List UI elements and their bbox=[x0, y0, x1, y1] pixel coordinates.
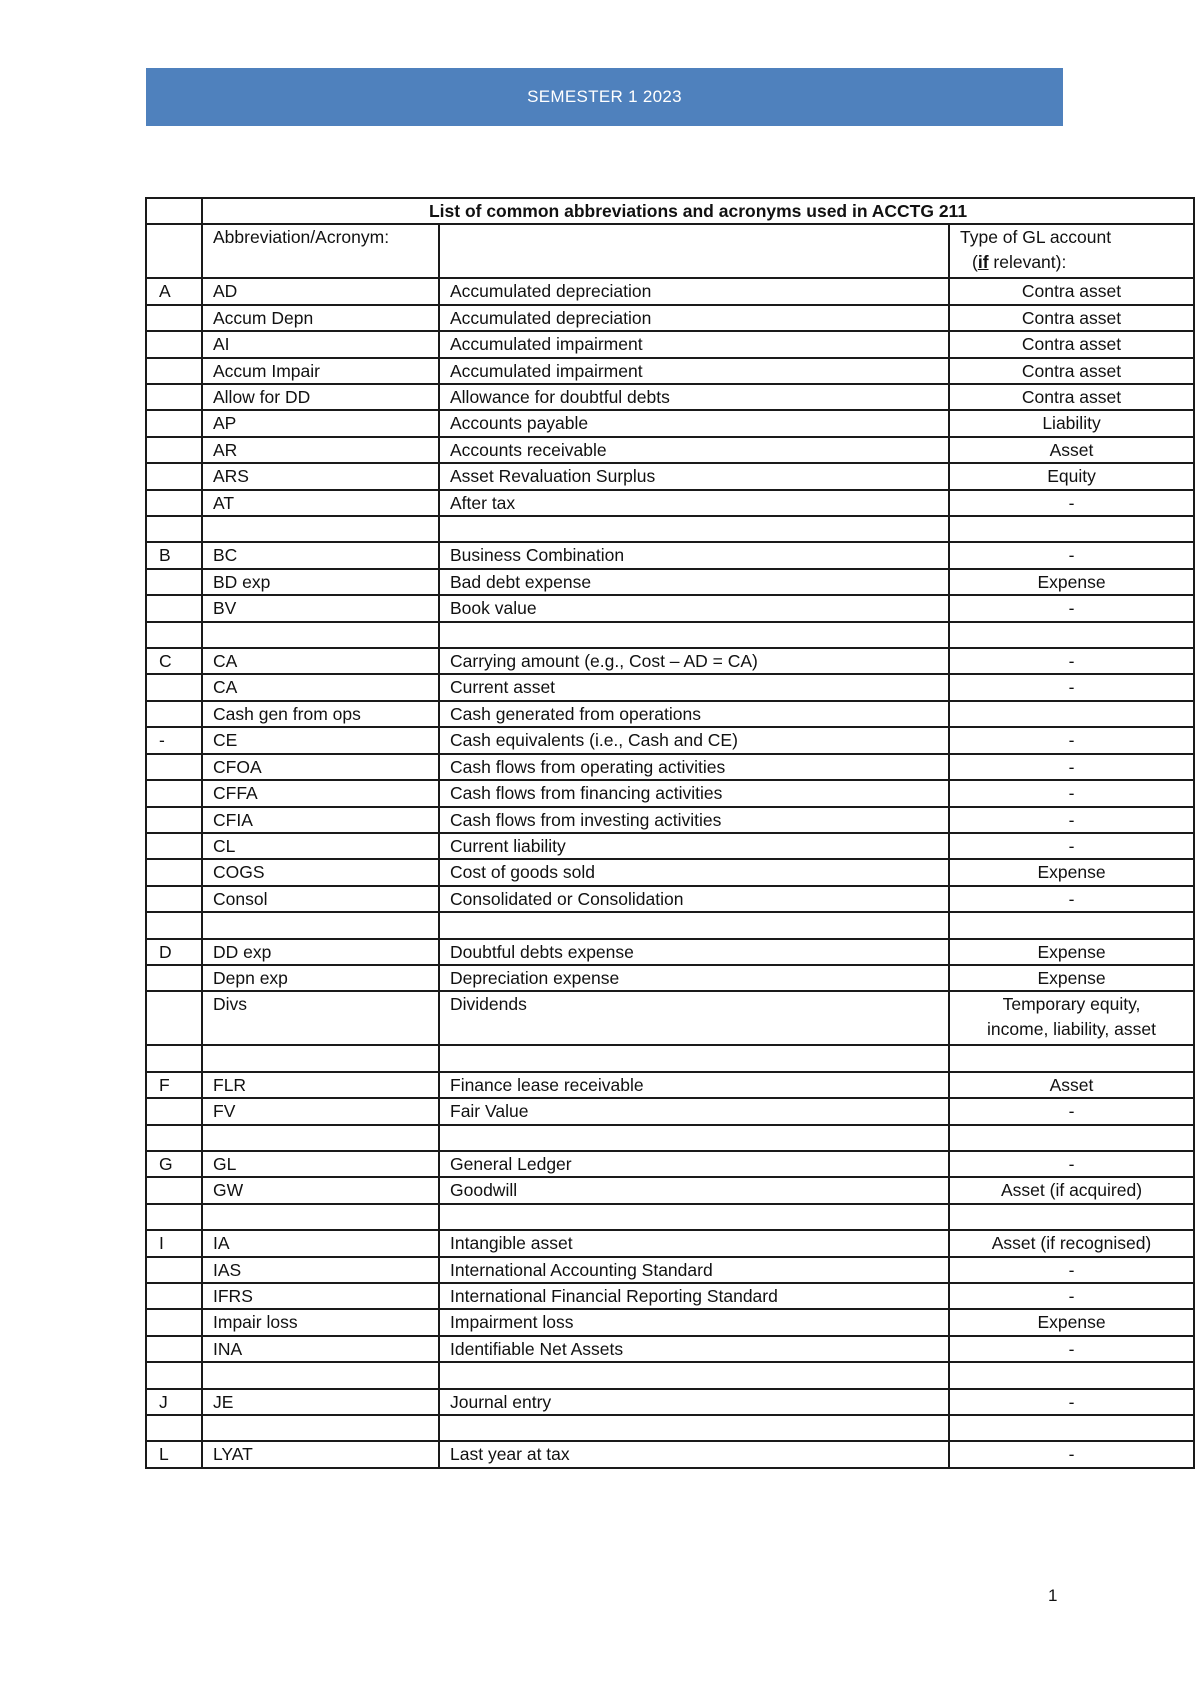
account-type-line1: Temporary equity, bbox=[1002, 994, 1141, 1015]
account-type-cell: Asset bbox=[949, 437, 1194, 463]
letter-cell bbox=[146, 780, 202, 806]
account-type-cell: Contra asset bbox=[949, 305, 1194, 331]
abbreviation-cell: CA bbox=[202, 674, 439, 700]
meaning-cell: Accounts payable bbox=[439, 410, 949, 436]
account-type-cell bbox=[949, 1362, 1194, 1388]
account-type-cell bbox=[949, 912, 1194, 938]
meaning-cell: Cash flows from investing activities bbox=[439, 807, 949, 833]
table-row bbox=[146, 1204, 1194, 1230]
abbreviation-cell: COGS bbox=[202, 859, 439, 885]
account-type-cell bbox=[949, 1045, 1194, 1071]
letter-cell bbox=[146, 1125, 202, 1151]
account-type-cell: Asset (if acquired) bbox=[949, 1177, 1194, 1203]
abbreviation-cell bbox=[202, 1362, 439, 1388]
letter-cell bbox=[146, 490, 202, 516]
abbreviation-cell: CA bbox=[202, 648, 439, 674]
table-row bbox=[146, 780, 1194, 806]
abbreviation-cell: CFOA bbox=[202, 754, 439, 780]
table-row bbox=[146, 1441, 1194, 1467]
abbreviation-cell: CL bbox=[202, 833, 439, 859]
letter-cell bbox=[146, 754, 202, 780]
table-row bbox=[146, 1389, 1194, 1415]
abbreviation-cell: BV bbox=[202, 595, 439, 621]
letter-cell: B bbox=[146, 542, 202, 568]
abbreviation-cell: AT bbox=[202, 490, 439, 516]
letter-cell bbox=[146, 1309, 202, 1335]
meaning-column-header bbox=[439, 224, 949, 278]
account-type-cell: - bbox=[949, 490, 1194, 516]
account-type-cell bbox=[949, 991, 1194, 1045]
table-row bbox=[146, 1045, 1194, 1071]
meaning-cell: Book value bbox=[439, 595, 949, 621]
meaning-cell: Carrying amount (e.g., Cost – AD = CA) bbox=[439, 648, 949, 674]
letter-cell bbox=[146, 859, 202, 885]
abbreviation-cell: IA bbox=[202, 1230, 439, 1256]
letter-cell bbox=[146, 595, 202, 621]
table-row bbox=[146, 1362, 1194, 1388]
letter-cell: I bbox=[146, 1230, 202, 1256]
table-row bbox=[146, 886, 1194, 912]
abbreviation-cell bbox=[202, 1045, 439, 1071]
table-row bbox=[146, 727, 1194, 753]
account-type-cell: - bbox=[949, 886, 1194, 912]
meaning-cell: International Accounting Standard bbox=[439, 1257, 949, 1283]
table-row bbox=[146, 305, 1194, 331]
letter-cell: A bbox=[146, 278, 202, 304]
letter-cell bbox=[146, 1177, 202, 1203]
table-row bbox=[146, 569, 1194, 595]
table-row bbox=[146, 1098, 1194, 1124]
letter-cell bbox=[146, 384, 202, 410]
account-type-cell: Expense bbox=[949, 965, 1194, 991]
letter-cell: J bbox=[146, 1389, 202, 1415]
meaning-cell bbox=[439, 1125, 949, 1151]
abbreviation-cell: GW bbox=[202, 1177, 439, 1203]
abbreviation-cell: Divs bbox=[202, 991, 439, 1045]
letter-cell bbox=[146, 886, 202, 912]
table-row bbox=[146, 622, 1194, 648]
abbreviation-cell: FV bbox=[202, 1098, 439, 1124]
table-row bbox=[146, 674, 1194, 700]
letter-cell: - bbox=[146, 727, 202, 753]
table-row bbox=[146, 965, 1194, 991]
table-row bbox=[146, 463, 1194, 489]
table-row bbox=[146, 490, 1194, 516]
account-type-cell: - bbox=[949, 1441, 1194, 1467]
letter-cell bbox=[146, 331, 202, 357]
table-row bbox=[146, 1125, 1194, 1151]
meaning-cell: International Financial Reporting Standard bbox=[439, 1283, 949, 1309]
type-header-line2: (if relevant): bbox=[972, 251, 1067, 272]
abbreviation-cell bbox=[202, 516, 439, 542]
abbreviation-cell: Accum Depn bbox=[202, 305, 439, 331]
letter-cell: C bbox=[146, 648, 202, 674]
abbreviation-cell: BC bbox=[202, 542, 439, 568]
meaning-cell: Accumulated impairment bbox=[439, 358, 949, 384]
account-type-cell bbox=[949, 516, 1194, 542]
account-type-cell: Expense bbox=[949, 859, 1194, 885]
letter-cell bbox=[146, 965, 202, 991]
meaning-cell: Cash flows from financing activities bbox=[439, 780, 949, 806]
abbreviation-cell: CE bbox=[202, 727, 439, 753]
meaning-cell: Cost of goods sold bbox=[439, 859, 949, 885]
account-type-cell: Expense bbox=[949, 939, 1194, 965]
abbreviation-cell bbox=[202, 1204, 439, 1230]
meaning-cell: Consolidated or Consolidation bbox=[439, 886, 949, 912]
meaning-cell: Dividends bbox=[439, 991, 949, 1045]
letter-cell bbox=[146, 1415, 202, 1441]
account-type-cell: - bbox=[949, 780, 1194, 806]
abbreviation-cell: CFIA bbox=[202, 807, 439, 833]
meaning-cell: Accumulated impairment bbox=[439, 331, 949, 357]
meaning-cell: Doubtful debts expense bbox=[439, 939, 949, 965]
abbreviation-cell: Accum Impair bbox=[202, 358, 439, 384]
account-type-cell: - bbox=[949, 648, 1194, 674]
letter-cell bbox=[146, 807, 202, 833]
table-row bbox=[146, 1177, 1194, 1203]
table-row bbox=[146, 358, 1194, 384]
semester-header-band: SEMESTER 1 2023 bbox=[146, 68, 1063, 126]
table-row bbox=[146, 1257, 1194, 1283]
type-column-header bbox=[949, 224, 1194, 278]
table-row bbox=[146, 1230, 1194, 1256]
account-type-cell: Equity bbox=[949, 463, 1194, 489]
title-letter-cell bbox=[146, 198, 202, 224]
letter-cell bbox=[146, 674, 202, 700]
account-type-cell bbox=[949, 701, 1194, 727]
table-row bbox=[146, 701, 1194, 727]
meaning-cell: Finance lease receivable bbox=[439, 1072, 949, 1098]
meaning-cell: Accumulated depreciation bbox=[439, 305, 949, 331]
account-type-cell: - bbox=[949, 754, 1194, 780]
account-type-cell: - bbox=[949, 595, 1194, 621]
abbreviation-cell: AD bbox=[202, 278, 439, 304]
abbreviation-cell: IAS bbox=[202, 1257, 439, 1283]
meaning-cell bbox=[439, 516, 949, 542]
account-type-line2: income, liability, asset bbox=[987, 1018, 1156, 1039]
meaning-cell bbox=[439, 912, 949, 938]
meaning-cell bbox=[439, 1362, 949, 1388]
account-type-cell: - bbox=[949, 1151, 1194, 1177]
meaning-cell: Business Combination bbox=[439, 542, 949, 568]
letter-cell bbox=[146, 516, 202, 542]
abbreviation-cell: INA bbox=[202, 1336, 439, 1362]
header-letter-cell bbox=[146, 224, 202, 278]
meaning-cell: General Ledger bbox=[439, 1151, 949, 1177]
abbreviation-cell: Allow for DD bbox=[202, 384, 439, 410]
meaning-cell bbox=[439, 1415, 949, 1441]
letter-cell bbox=[146, 305, 202, 331]
table-row bbox=[146, 437, 1194, 463]
column-header-row bbox=[146, 224, 1194, 278]
letter-cell bbox=[146, 991, 202, 1045]
letter-cell: D bbox=[146, 939, 202, 965]
meaning-cell: Asset Revaluation Surplus bbox=[439, 463, 949, 489]
abbreviation-cell: GL bbox=[202, 1151, 439, 1177]
account-type-cell: Liability bbox=[949, 410, 1194, 436]
abbreviation-cell bbox=[202, 912, 439, 938]
abbreviation-cell: FLR bbox=[202, 1072, 439, 1098]
abbreviation-cell bbox=[202, 622, 439, 648]
meaning-cell: Bad debt expense bbox=[439, 569, 949, 595]
account-type-cell: - bbox=[949, 674, 1194, 700]
abbreviation-cell: AR bbox=[202, 437, 439, 463]
table-row bbox=[146, 384, 1194, 410]
letter-cell bbox=[146, 1204, 202, 1230]
letter-cell bbox=[146, 1336, 202, 1362]
account-type-cell: Expense bbox=[949, 569, 1194, 595]
letter-cell bbox=[146, 463, 202, 489]
account-type-cell: Contra asset bbox=[949, 278, 1194, 304]
account-type-cell: - bbox=[949, 1389, 1194, 1415]
table-row bbox=[146, 939, 1194, 965]
abbreviation-cell: CFFA bbox=[202, 780, 439, 806]
table-row bbox=[146, 1336, 1194, 1362]
letter-cell bbox=[146, 437, 202, 463]
table-row bbox=[146, 1415, 1194, 1441]
abbreviation-cell bbox=[202, 1125, 439, 1151]
table-row bbox=[146, 807, 1194, 833]
abbreviation-cell: BD exp bbox=[202, 569, 439, 595]
abbreviation-cell: Impair loss bbox=[202, 1309, 439, 1335]
account-type-cell bbox=[949, 1204, 1194, 1230]
account-type-cell: - bbox=[949, 807, 1194, 833]
letter-cell bbox=[146, 1045, 202, 1071]
account-type-cell: - bbox=[949, 1283, 1194, 1309]
meaning-cell: After tax bbox=[439, 490, 949, 516]
meaning-cell: Allowance for doubtful debts bbox=[439, 384, 949, 410]
abbreviation-cell: Consol bbox=[202, 886, 439, 912]
letter-cell bbox=[146, 1257, 202, 1283]
letter-cell bbox=[146, 701, 202, 727]
table-row bbox=[146, 595, 1194, 621]
abbreviation-cell: AI bbox=[202, 331, 439, 357]
meaning-cell: Fair Value bbox=[439, 1098, 949, 1124]
table-row bbox=[146, 542, 1194, 568]
account-type-cell: Asset (if recognised) bbox=[949, 1230, 1194, 1256]
account-type-cell bbox=[949, 622, 1194, 648]
abbreviation-cell: Cash gen from ops bbox=[202, 701, 439, 727]
table-row bbox=[146, 991, 1194, 1045]
meaning-cell: Cash flows from operating activities bbox=[439, 754, 949, 780]
meaning-cell: Depreciation expense bbox=[439, 965, 949, 991]
letter-cell bbox=[146, 1098, 202, 1124]
meaning-cell: Cash equivalents (i.e., Cash and CE) bbox=[439, 727, 949, 753]
meaning-cell: Impairment loss bbox=[439, 1309, 949, 1335]
account-type-cell: - bbox=[949, 833, 1194, 859]
account-type-cell: Asset bbox=[949, 1072, 1194, 1098]
meaning-cell bbox=[439, 1204, 949, 1230]
table-row bbox=[146, 859, 1194, 885]
meaning-cell: Intangible asset bbox=[439, 1230, 949, 1256]
table-row bbox=[146, 1309, 1194, 1335]
abbreviation-cell: DD exp bbox=[202, 939, 439, 965]
meaning-cell: Identifiable Net Assets bbox=[439, 1336, 949, 1362]
table-row bbox=[146, 331, 1194, 357]
abbreviations-table bbox=[145, 197, 1195, 1469]
table-row bbox=[146, 648, 1194, 674]
letter-cell bbox=[146, 1362, 202, 1388]
account-type-cell: Contra asset bbox=[949, 358, 1194, 384]
letter-cell bbox=[146, 833, 202, 859]
meaning-cell bbox=[439, 622, 949, 648]
abbreviation-cell: JE bbox=[202, 1389, 439, 1415]
table-row bbox=[146, 1072, 1194, 1098]
abbreviation-cell bbox=[202, 1415, 439, 1441]
abbreviation-cell: ARS bbox=[202, 463, 439, 489]
abbreviation-cell: AP bbox=[202, 410, 439, 436]
meaning-cell: Current asset bbox=[439, 674, 949, 700]
letter-cell bbox=[146, 1283, 202, 1309]
type-header-if: if bbox=[977, 251, 989, 272]
abbreviation-column-header: Abbreviation/Acronym: bbox=[202, 224, 439, 278]
table-row bbox=[146, 278, 1194, 304]
account-type-cell: - bbox=[949, 1336, 1194, 1362]
letter-cell: L bbox=[146, 1441, 202, 1467]
table-row bbox=[146, 833, 1194, 859]
account-type-cell: - bbox=[949, 542, 1194, 568]
letter-cell bbox=[146, 569, 202, 595]
table-row bbox=[146, 1151, 1194, 1177]
account-type-cell bbox=[949, 1125, 1194, 1151]
meaning-cell: Accumulated depreciation bbox=[439, 278, 949, 304]
meaning-cell: Current liability bbox=[439, 833, 949, 859]
account-type-cell: Expense bbox=[949, 1309, 1194, 1335]
page-number: 1 bbox=[1048, 1586, 1058, 1605]
abbreviation-cell: Depn exp bbox=[202, 965, 439, 991]
meaning-cell: Journal entry bbox=[439, 1389, 949, 1415]
table-row bbox=[146, 516, 1194, 542]
meaning-cell: Goodwill bbox=[439, 1177, 949, 1203]
meaning-cell: Accounts receivable bbox=[439, 437, 949, 463]
account-type-cell: - bbox=[949, 727, 1194, 753]
meaning-cell: Last year at tax bbox=[439, 1441, 949, 1467]
letter-cell bbox=[146, 358, 202, 384]
letter-cell bbox=[146, 410, 202, 436]
table-title-row bbox=[146, 198, 1194, 224]
account-type-cell: Contra asset bbox=[949, 384, 1194, 410]
letter-cell bbox=[146, 622, 202, 648]
type-header-line1: Type of GL account bbox=[960, 227, 1112, 248]
letter-cell: G bbox=[146, 1151, 202, 1177]
account-type-cell: - bbox=[949, 1257, 1194, 1283]
letter-cell: F bbox=[146, 1072, 202, 1098]
meaning-cell: Cash generated from operations bbox=[439, 701, 949, 727]
abbreviation-cell: LYAT bbox=[202, 1441, 439, 1467]
table-row bbox=[146, 912, 1194, 938]
account-type-cell: - bbox=[949, 1098, 1194, 1124]
account-type-cell bbox=[949, 1415, 1194, 1441]
table-row bbox=[146, 1283, 1194, 1309]
table-title: List of common abbreviations and acronyms used in ACCTG 211 bbox=[202, 198, 1194, 224]
meaning-cell bbox=[439, 1045, 949, 1071]
table-row bbox=[146, 410, 1194, 436]
account-type-cell: Contra asset bbox=[949, 331, 1194, 357]
abbreviation-cell: IFRS bbox=[202, 1283, 439, 1309]
table-row bbox=[146, 754, 1194, 780]
letter-cell bbox=[146, 912, 202, 938]
